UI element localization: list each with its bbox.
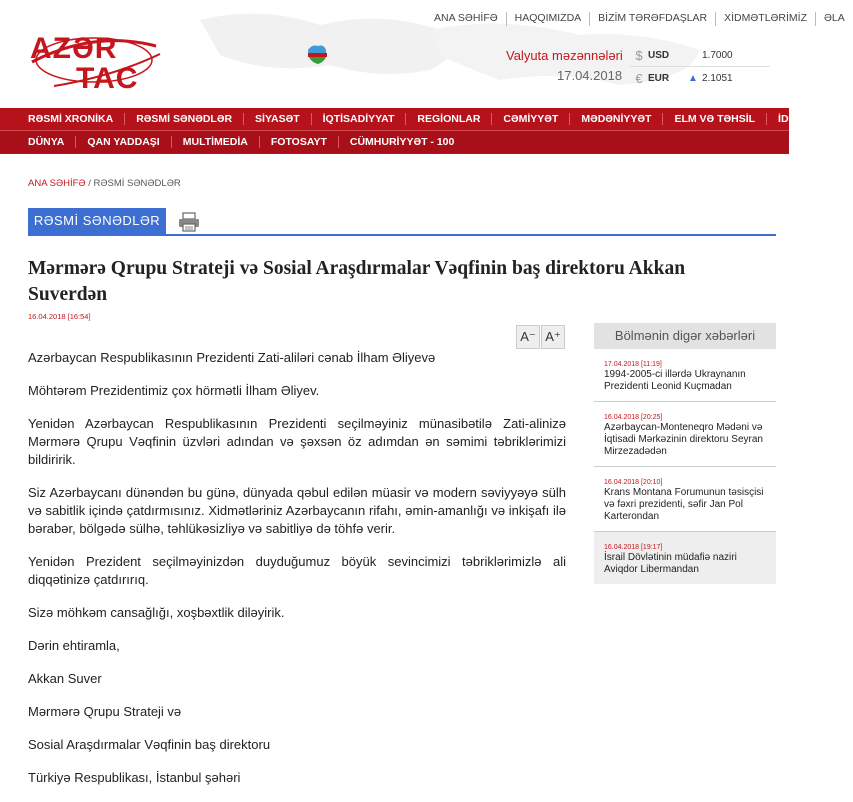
azerbaijan-map-flag-icon bbox=[306, 40, 328, 68]
topnav-item-partners[interactable]: BİZİM TƏRƏFDAŞLAR bbox=[589, 12, 715, 26]
article-paragraph: Möhtərəm Prezidentimiz çox hörmətli İlham Əliyev. bbox=[28, 383, 320, 398]
nav-item-official-documents[interactable]: RƏSMİ SƏNƏDLƏR bbox=[124, 113, 243, 125]
rate-value: 2.1051 bbox=[702, 72, 733, 84]
news-date: 16.04.2018 [19:17] bbox=[604, 544, 663, 551]
nav-item-politics[interactable]: SİYASƏT bbox=[243, 113, 311, 125]
breadcrumb bbox=[28, 178, 181, 189]
nav-item-sport[interactable]: İDMAN bbox=[766, 113, 823, 125]
article-paragraph: Siz Azərbaycanı dünəndən bu günə, dünyada qəbul edilən müasir və modern səviyyəyə sülh və sabitlik içində çatdırmısınız. Xidmətləriniz Azərbaycanın rifahı, əmin-amanlığı və inkişafı ilə bərabər, bölgədə sülhə, təhlükəsizliyə və sabitliyə də töhfə verir. bbox=[28, 485, 566, 536]
font-increase-button[interactable]: A⁺ bbox=[541, 325, 565, 349]
topnav-item-home[interactable]: ANA SƏHİFƏ bbox=[434, 12, 498, 24]
section-bar bbox=[28, 208, 776, 236]
article-paragraph: Mərmərə Qrupu Strateji və bbox=[28, 704, 182, 719]
nav-item-world[interactable]: DÜNYA bbox=[28, 136, 65, 148]
article-paragraph: Yenidən Prezident seçilməyinizdən duyduğumuz böyük sevincimizi təbriklərimizlə ali diqqətinizə çatdırırıq. bbox=[28, 554, 566, 587]
main-navigation bbox=[0, 108, 813, 154]
nav-item-blood-memory[interactable]: QAN YADDAŞI bbox=[75, 136, 170, 148]
nav-item-economy[interactable]: İQTİSADİYYAT bbox=[311, 113, 406, 125]
site-header bbox=[0, 0, 845, 108]
printer-icon[interactable] bbox=[178, 212, 200, 232]
logo-text-azer: AZƏR bbox=[30, 32, 118, 65]
related-news-sidebar bbox=[594, 323, 776, 584]
dollar-icon: $ bbox=[635, 47, 643, 63]
breadcrumb-current: RƏSMİ SƏNƏDLƏR bbox=[93, 178, 181, 189]
currency-rates-date: 17.04.2018 bbox=[557, 68, 623, 83]
breadcrumb-separator: / bbox=[85, 178, 94, 189]
article-paragraph: Türkiyə Respublikası, İstanbul şəhəri bbox=[28, 770, 241, 785]
arrow-up-icon: ▲ bbox=[688, 72, 698, 84]
main-nav-row-2 bbox=[0, 131, 789, 153]
article-paragraph: Dərin ehtiramla, bbox=[28, 638, 120, 653]
article-title: Mərmərə Qrupu Strateji və Sosial Araşdırmalar Vəqfinin baş direktoru Akkan Suverdən bbox=[28, 258, 686, 305]
article-paragraph: Azərbaycan Respublikasının Prezidenti Zati-aliləri cənab İlham Əliyevə bbox=[28, 350, 436, 365]
news-date: 16.04.2018 [20:25] bbox=[604, 414, 663, 421]
nav-item-society[interactable]: CƏMİYYƏT bbox=[491, 113, 569, 125]
currency-rates-table bbox=[630, 44, 770, 89]
azertac-logo[interactable] bbox=[24, 26, 164, 96]
nav-item-regions[interactable]: REGİONLAR bbox=[405, 113, 491, 125]
nav-item-science-education[interactable]: ELM VƏ TƏHSİL bbox=[662, 113, 766, 125]
top-navigation bbox=[430, 12, 853, 26]
rate-value: 1.7000 bbox=[702, 49, 733, 61]
euro-icon: € bbox=[635, 70, 643, 86]
article-paragraph: Sizə möhkəm cansağlığı, xoşbəxtlik diləyirik. bbox=[28, 605, 285, 620]
news-headline[interactable]: İsrail Dövlətinin müdafiə naziri Aviqdor Libermandan bbox=[604, 552, 737, 575]
rate-code: USD bbox=[648, 49, 670, 61]
news-headline[interactable]: 1994-2005-ci illərdə Ukraynanın Prezidenti Leonid Kuçmadan bbox=[604, 369, 746, 392]
topnav-item-services[interactable]: XİDMƏTLƏRİMİZ bbox=[715, 12, 815, 26]
logo-text-tac: TAC bbox=[76, 62, 139, 95]
main-nav-row-1 bbox=[0, 108, 813, 131]
nav-item-republic-100[interactable]: CÜMHURİYYƏT - 100 bbox=[338, 136, 465, 148]
article-paragraph: Sosial Araşdırmalar Vəqfinin baş direktoru bbox=[28, 737, 271, 752]
article-paragraph: Akkan Suver bbox=[28, 671, 102, 686]
article-paragraph: Yenidən Azərbaycan Respublikasının Prezidenti seçilməyiniz münasibətilə Zati-alinizə Mərmərə Qrupu Vəqfinin üzvləri adından və şəxsən öz adımdan ən səmimi təbriklərimizi bildiririk. bbox=[28, 416, 566, 467]
article-body bbox=[28, 349, 566, 802]
sidebar-news-item[interactable] bbox=[594, 467, 776, 532]
breadcrumb-home-link[interactable]: ANA SƏHİFƏ bbox=[28, 178, 86, 189]
font-decrease-button[interactable]: A⁻ bbox=[516, 325, 540, 349]
news-headline[interactable]: Krans Montana Forumunun təsisçisi və fəxri prezidenti, səfir Jan Pol Karterondan bbox=[604, 487, 764, 522]
nav-item-culture[interactable]: MƏDƏNİYYƏT bbox=[569, 113, 662, 125]
topnav-item-about[interactable]: HAQQIMIZDA bbox=[506, 12, 590, 26]
news-date: 17.04.2018 [11:19] bbox=[604, 361, 662, 368]
rate-row-usd bbox=[630, 44, 770, 67]
rate-row-eur bbox=[630, 67, 770, 89]
nav-item-multimedia[interactable]: MULTİMEDİA bbox=[171, 136, 259, 148]
nav-item-official-chronicle[interactable]: RƏSMİ XRONİKA bbox=[28, 113, 114, 125]
section-tab-official-documents[interactable]: RƏSMİ SƏNƏDLƏR bbox=[28, 208, 166, 234]
sidebar-heading: Bölmənin digər xəbərləri bbox=[594, 323, 776, 349]
article-date: 16.04.2018 [16:54] bbox=[28, 312, 91, 321]
currency-rates-label: Valyuta məzənnələri bbox=[506, 48, 623, 63]
rate-code: EUR bbox=[648, 72, 670, 84]
news-date: 16.04.2018 [20:10] bbox=[604, 479, 663, 486]
nav-item-photosite[interactable]: FOTOSAYT bbox=[259, 136, 338, 148]
sidebar-news-list bbox=[594, 349, 776, 584]
news-headline[interactable]: Azərbaycan-Monteneqro Mədəni və İqtisadi Mərkəzinin direktoru Seyran Mirzezadədən bbox=[604, 422, 763, 457]
sidebar-news-item[interactable] bbox=[594, 349, 776, 402]
sidebar-news-item[interactable] bbox=[594, 532, 776, 584]
sidebar-news-item[interactable] bbox=[594, 402, 776, 467]
topnav-item-contact[interactable]: ƏLA bbox=[815, 12, 853, 26]
